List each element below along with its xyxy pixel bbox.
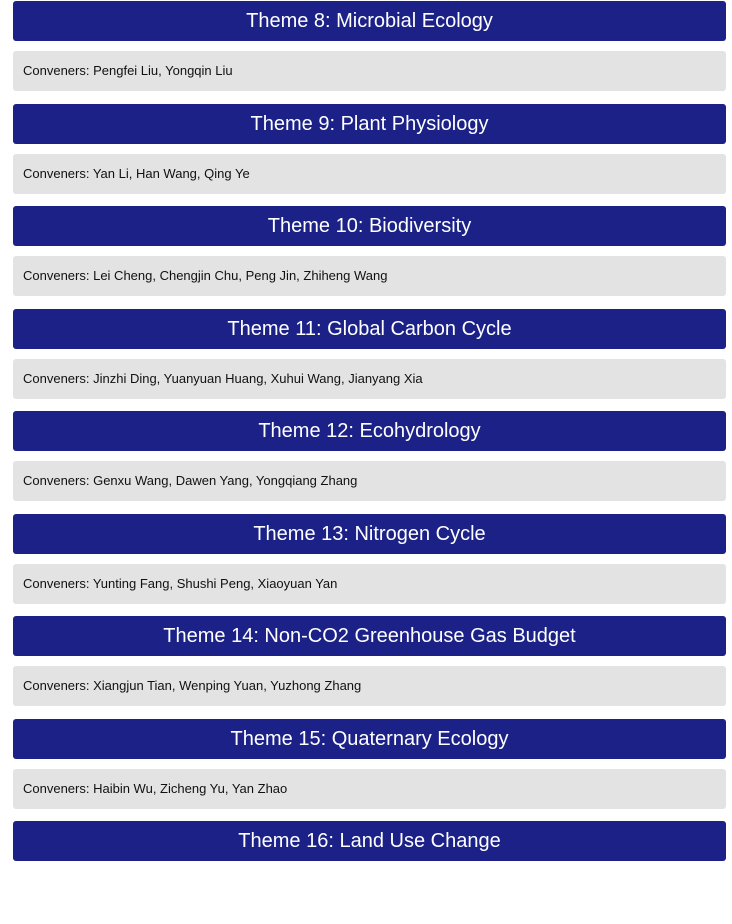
conveners-text: Conveners: Jinzhi Ding, Yuanyuan Huang, Xuhui Wang, Jianyang Xia xyxy=(13,359,726,399)
theme-list xyxy=(13,1,726,924)
theme-block-13 xyxy=(13,514,726,617)
theme-header[interactable]: Theme 13: Nitrogen Cycle xyxy=(13,514,726,554)
theme-block-9 xyxy=(13,104,726,207)
theme-block-10 xyxy=(13,206,726,309)
conveners-text: Conveners: Yunting Fang, Shushi Peng, Xiaoyuan Yan xyxy=(13,564,726,604)
theme-block-16 xyxy=(13,821,726,924)
conveners-text: Conveners: Lei Cheng, Chengjin Chu, Peng Jin, Zhiheng Wang xyxy=(13,256,726,296)
theme-block-15 xyxy=(13,719,726,822)
theme-header[interactable]: Theme 9: Plant Physiology xyxy=(13,104,726,144)
theme-block-11 xyxy=(13,309,726,412)
theme-header[interactable]: Theme 11: Global Carbon Cycle xyxy=(13,309,726,349)
conveners-text: Conveners: Haibin Wu, Zicheng Yu, Yan Zhao xyxy=(13,769,726,809)
theme-header[interactable]: Theme 15: Quaternary Ecology xyxy=(13,719,726,759)
theme-block-12 xyxy=(13,411,726,514)
conveners-text: Conveners: Pengfei Liu, Yongqin Liu xyxy=(13,51,726,91)
theme-block-8 xyxy=(13,1,726,104)
theme-header[interactable]: Theme 10: Biodiversity xyxy=(13,206,726,246)
theme-header[interactable]: Theme 12: Ecohydrology xyxy=(13,411,726,451)
conveners-text: Conveners: Yan Li, Han Wang, Qing Ye xyxy=(13,154,726,194)
theme-block-14 xyxy=(13,616,726,719)
conveners-text: Conveners: Genxu Wang, Dawen Yang, Yongqiang Zhang xyxy=(13,461,726,501)
theme-header[interactable]: Theme 8: Microbial Ecology xyxy=(13,1,726,41)
conveners-text: Conveners: Xiangjun Tian, Wenping Yuan, Yuzhong Zhang xyxy=(13,666,726,706)
theme-header[interactable]: Theme 16: Land Use Change xyxy=(13,821,726,861)
theme-header[interactable]: Theme 14: Non-CO2 Greenhouse Gas Budget xyxy=(13,616,726,656)
